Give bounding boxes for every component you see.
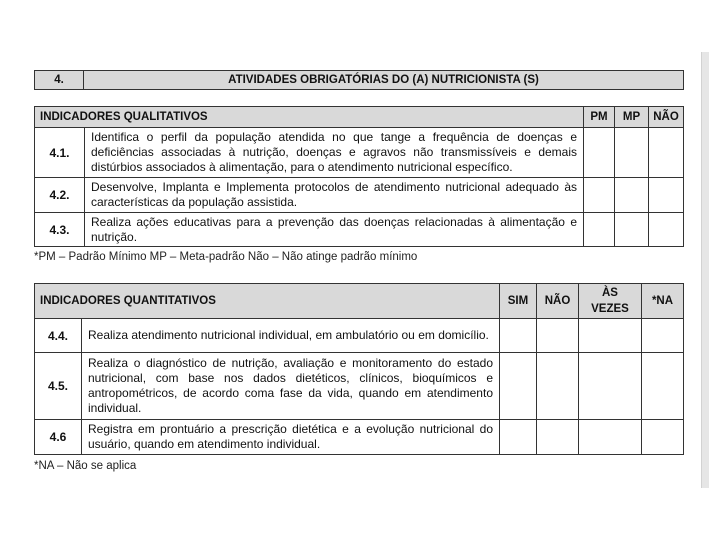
indicator-number: 4.1. xyxy=(35,128,85,178)
section-title: ATIVIDADES OBRIGATÓRIAS DO (A) NUTRICIONISTA (S) xyxy=(84,71,684,90)
nao-checkbox-cell[interactable] xyxy=(537,353,579,420)
indicator-number: 4.2. xyxy=(35,178,85,213)
indicator-description: Realiza ações educativas para a prevenção das doenças relacionadas à alimentação e nutrição. xyxy=(85,213,584,247)
table-row xyxy=(35,319,684,353)
table-row xyxy=(35,353,684,420)
table-row xyxy=(35,213,684,247)
na-checkbox-cell[interactable] xyxy=(642,353,684,420)
column-header-nao: NÃO xyxy=(537,284,579,319)
sim-checkbox-cell[interactable] xyxy=(500,353,537,420)
indicator-description: Registra em prontuário a prescrição dietética e a evolução nutricional do usuário, quando em atendimento individual. xyxy=(82,420,500,455)
indicator-description: Desenvolve, Implanta e Implementa protocolos de atendimento nutricional adequado às características da população assistida. xyxy=(85,178,584,213)
sim-checkbox-cell[interactable] xyxy=(500,319,537,353)
pm-checkbox-cell[interactable] xyxy=(584,178,615,213)
indicator-number: 4.5. xyxy=(35,353,82,420)
nao-checkbox-cell[interactable] xyxy=(537,420,579,455)
indicator-number: 4.4. xyxy=(35,319,82,353)
mp-checkbox-cell[interactable] xyxy=(615,128,649,178)
table-row xyxy=(35,420,684,455)
nao-checkbox-cell[interactable] xyxy=(537,319,579,353)
indicator-description: Realiza atendimento nutricional individual, em ambulatório ou em domicílio. xyxy=(82,319,500,353)
section-header xyxy=(34,70,684,90)
quantitative-footnote: *NA – Não se aplica xyxy=(34,460,137,472)
column-header-as-line1: ÀS xyxy=(602,287,618,299)
nao-checkbox-cell[interactable] xyxy=(649,128,684,178)
indicator-description: Realiza o diagnóstico de nutrição, avaliação e monitoramento do estado nutricional, com base nos dados dietéticos, clínicos, bioquímicos e antropométricos, de acordo coma fase da vida, quando em atendimento individual. xyxy=(82,353,500,420)
column-header-sim: SIM xyxy=(500,284,537,319)
na-checkbox-cell[interactable] xyxy=(642,319,684,353)
section-number: 4. xyxy=(35,71,84,90)
pm-checkbox-cell[interactable] xyxy=(584,213,615,247)
qualitative-title: INDICADORES QUALITATIVOS xyxy=(35,107,584,128)
quantitative-title: INDICADORES QUANTITATIVOS xyxy=(35,284,500,319)
column-header-nao: NÃO xyxy=(649,107,684,128)
qualitative-header-row xyxy=(35,107,684,128)
quantitative-indicators-table xyxy=(34,283,684,455)
qualitative-indicators-table xyxy=(34,106,684,247)
table-row xyxy=(35,128,684,178)
vertical-scrollbar[interactable] xyxy=(701,52,709,488)
nao-checkbox-cell[interactable] xyxy=(649,213,684,247)
column-header-na: *NA xyxy=(642,284,684,319)
indicator-number: 4.6 xyxy=(35,420,82,455)
as-vezes-checkbox-cell[interactable] xyxy=(579,319,642,353)
na-checkbox-cell[interactable] xyxy=(642,420,684,455)
as-vezes-checkbox-cell[interactable] xyxy=(579,420,642,455)
mp-checkbox-cell[interactable] xyxy=(615,213,649,247)
column-header-as-vezes xyxy=(579,284,642,319)
mp-checkbox-cell[interactable] xyxy=(615,178,649,213)
as-vezes-checkbox-cell[interactable] xyxy=(579,353,642,420)
indicator-number: 4.3. xyxy=(35,213,85,247)
indicator-description: Identifica o perfil da população atendida no que tange a frequência de doenças e deficiências associadas à nutrição, doenças e agravos não transmissíveis e demais distúrbios associados à alimentação, para o atendimento nutricional específico. xyxy=(85,128,584,178)
quantitative-header-row xyxy=(35,284,684,319)
column-header-mp: MP xyxy=(615,107,649,128)
pm-checkbox-cell[interactable] xyxy=(584,128,615,178)
table-row xyxy=(35,178,684,213)
column-header-pm: PM xyxy=(584,107,615,128)
qualitative-footnote: *PM – Padrão Mínimo MP – Meta-padrão Não – Não atinge padrão mínimo xyxy=(34,251,418,263)
column-header-as-line2: VEZES xyxy=(591,303,629,315)
nao-checkbox-cell[interactable] xyxy=(649,178,684,213)
sim-checkbox-cell[interactable] xyxy=(500,420,537,455)
